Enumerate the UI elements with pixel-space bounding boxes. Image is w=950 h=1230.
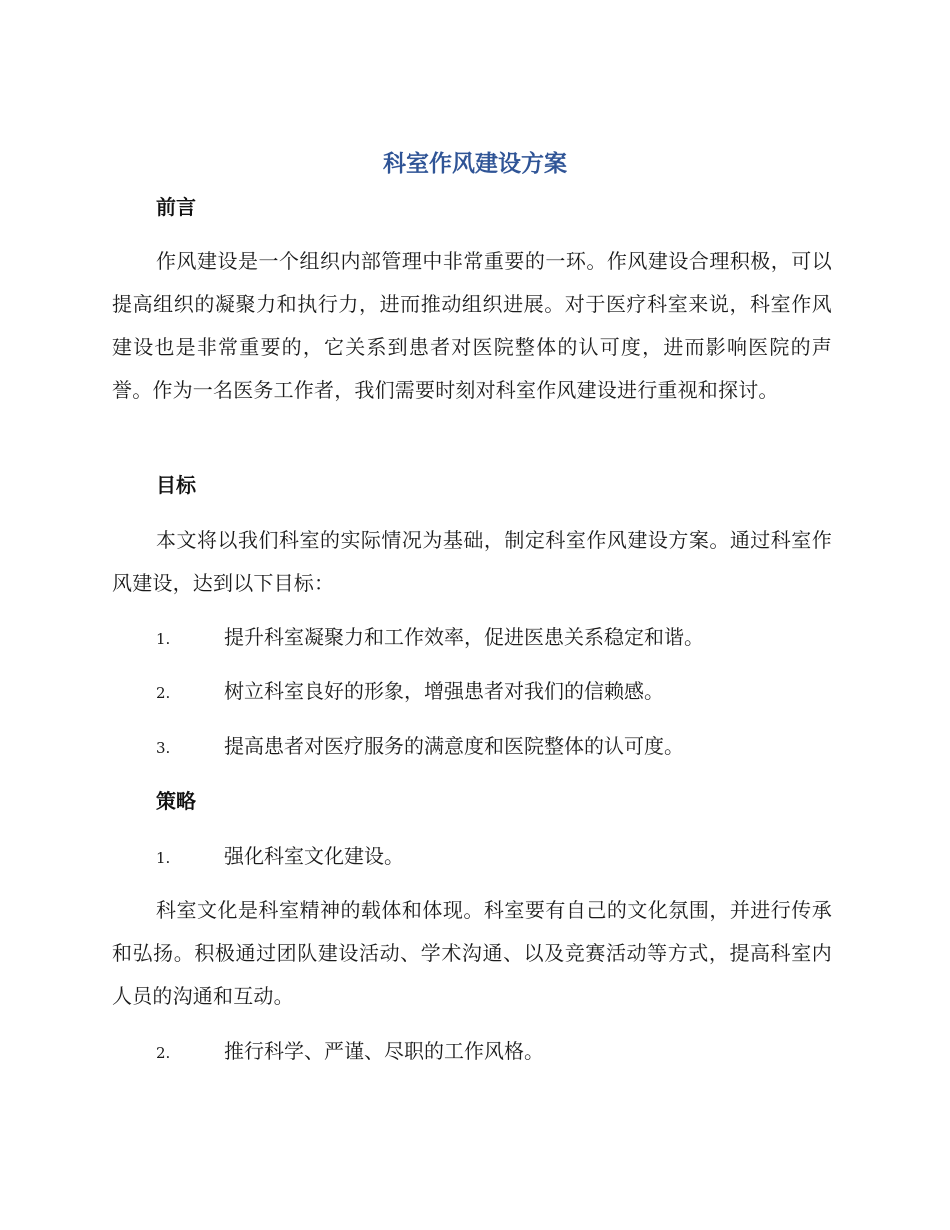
- strategy-list-item-2: [156, 1036, 836, 1068]
- list-number: 2.: [156, 684, 171, 702]
- goals-paragraph: 本文将以我们科室的实际情况为基础，制定科室作风建设方案。通过科室作风建设，达到以下目标：: [112, 528, 832, 595]
- list-number: 3.: [156, 739, 171, 757]
- strategy-list-item-1: [156, 841, 836, 873]
- strategy-paragraph: 科室文化是科室精神的载体和体现。科室要有自己的文化氛围，并进行传承和弘扬。积极通过团队建设活动、学术沟通、以及竞赛活动等方式，提高科室内人员的沟通和互动。: [112, 898, 832, 1008]
- list-number: 1.: [156, 849, 171, 867]
- list-item-text: 推行科学、严谨、尽职的工作风格。: [224, 1039, 544, 1063]
- list-item-text: 提升科室凝聚力和工作效率，促进医患关系稳定和谐。: [224, 625, 704, 649]
- list-number: 1.: [156, 630, 171, 648]
- list-item-text: 提高患者对医疗服务的满意度和医院整体的认可度。: [224, 734, 684, 758]
- section-heading-preface: 前言: [156, 195, 196, 219]
- list-item-text: 强化科室文化建设。: [224, 844, 404, 868]
- section-heading-strategy: 策略: [156, 789, 196, 813]
- list-item-text: 树立科室良好的形象，增强患者对我们的信赖感。: [224, 679, 664, 703]
- goal-list-item-2: [156, 676, 836, 708]
- section-heading-goals: 目标: [156, 473, 196, 497]
- list-number: 2.: [156, 1044, 171, 1062]
- document-title: 科室作风建设方案: [383, 151, 567, 177]
- goal-list-item-1: [156, 622, 836, 654]
- preface-paragraph: 作风建设是一个组织内部管理中非常重要的一环。作风建设合理积极，可以提高组织的凝聚力和执行力，进而推动组织进展。对于医疗科室来说，科室作风建设也是非常重要的，它关系到患者对医院整体的认可度，进而影响医院的声誉。作为一名医务工作者，我们需要时刻对科室作风建设进行重视和探讨。: [112, 249, 832, 402]
- goal-list-item-3: [156, 731, 836, 763]
